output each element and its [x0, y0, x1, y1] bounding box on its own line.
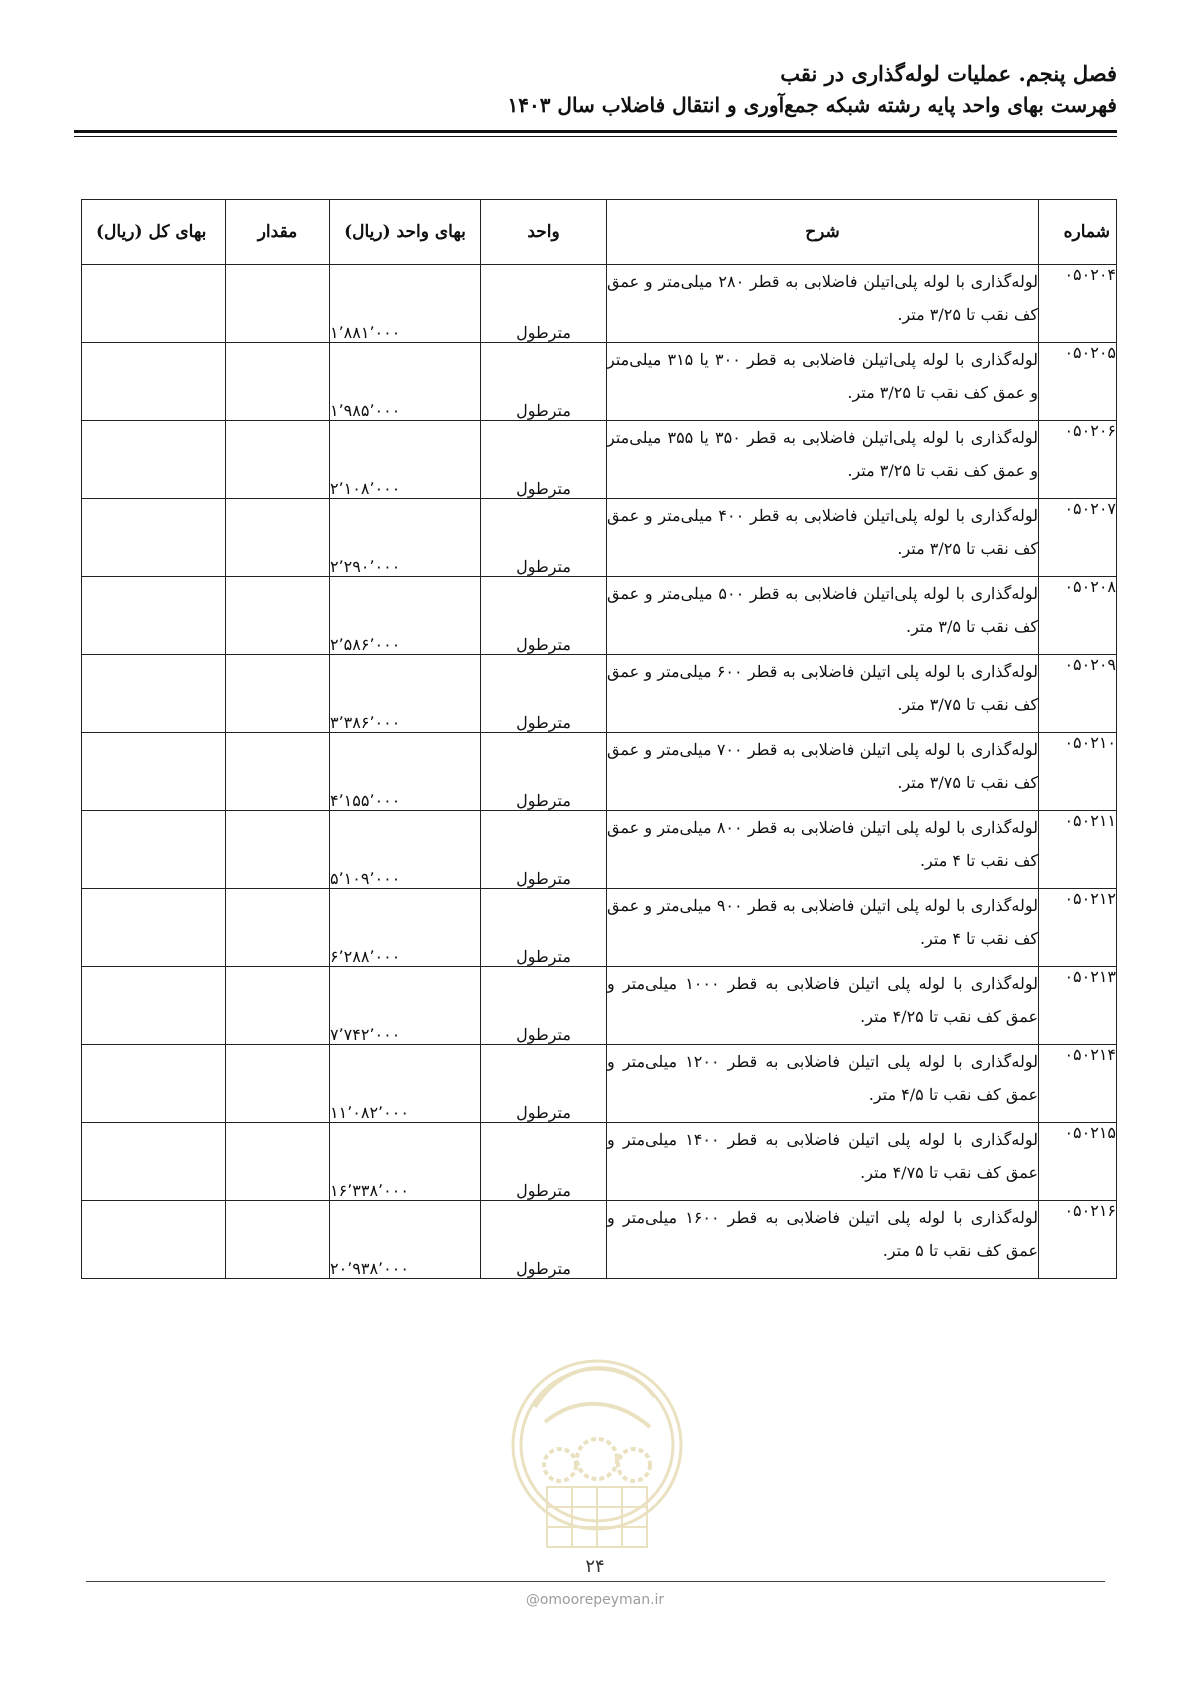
item-code: ۰۵۰۲۰۴	[1039, 265, 1117, 343]
item-description: لوله‌گذاری با لوله پلی اتیلن فاضلابی به قطر ۱۲۰۰ میلی‌متر و عمق کف نقب تا ۴/۵ متر.	[607, 1045, 1039, 1123]
item-code: ۰۵۰۲۱۰	[1039, 733, 1117, 811]
item-unit: مترطول	[481, 967, 607, 1045]
item-unit: مترطول	[481, 733, 607, 811]
item-total-price	[82, 655, 226, 733]
item-quantity	[226, 733, 330, 811]
header-total-price: بهای کل (ریال)	[82, 200, 226, 265]
item-unit-price: ۵٬۱۰۹٬۰۰۰	[330, 811, 481, 889]
item-unit: مترطول	[481, 811, 607, 889]
item-code: ۰۵۰۲۱۱	[1039, 811, 1117, 889]
page-header	[74, 58, 1117, 120]
gear-icon	[618, 1449, 650, 1481]
item-unit: مترطول	[481, 1045, 607, 1123]
item-total-price	[82, 1201, 226, 1279]
item-code: ۰۵۰۲۱۴	[1039, 1045, 1117, 1123]
item-description: لوله‌گذاری با لوله پلی اتیلن فاضلابی به قطر ۱۰۰۰ میلی‌متر و عمق کف نقب تا ۴/۲۵ متر.	[607, 967, 1039, 1045]
item-quantity	[226, 499, 330, 577]
item-quantity	[226, 577, 330, 655]
item-unit-price: ۲٬۲۹۰٬۰۰۰	[330, 499, 481, 577]
table-row	[82, 1045, 1117, 1123]
header-code: شماره	[1039, 200, 1117, 265]
item-description: لوله‌گذاری با لوله پلی اتیلن فاضلابی به قطر ۶۰۰ میلی‌متر و عمق کف نقب تا ۳/۷۵ متر.	[607, 655, 1039, 733]
item-code: ۰۵۰۲۰۹	[1039, 655, 1117, 733]
item-description: لوله‌گذاری با لوله پلی‌اتیلن فاضلابی به قطر ۳۰۰ یا ۳۱۵ میلی‌متر و عمق کف نقب تا ۳/۲۵ متر.	[607, 343, 1039, 421]
table-row	[82, 889, 1117, 967]
item-unit-price: ۱٬۹۸۵٬۰۰۰	[330, 343, 481, 421]
item-description: لوله‌گذاری با لوله پلی اتیلن فاضلابی به قطر ۱۴۰۰ میلی‌متر و عمق کف نقب تا ۴/۷۵ متر.	[607, 1123, 1039, 1201]
watermark-logo	[505, 1337, 690, 1587]
gear-icon	[544, 1449, 576, 1481]
price-list-title: فهرست بهای واحد پایه رشته شبکه جمع‌آوری و انتقال فاضلاب سال ۱۴۰۳	[507, 93, 1117, 117]
table-row	[82, 265, 1117, 343]
item-total-price	[82, 421, 226, 499]
item-unit-price: ۱٬۸۸۱٬۰۰۰	[330, 265, 481, 343]
item-quantity	[226, 343, 330, 421]
item-unit-price: ۱۶٬۳۳۸٬۰۰۰	[330, 1123, 481, 1201]
item-quantity	[226, 889, 330, 967]
item-code: ۰۵۰۲۱۶	[1039, 1201, 1117, 1279]
footer-website: @omoorepeyman.ir	[525, 1592, 665, 1608]
table-row	[82, 499, 1117, 577]
item-unit-price: ۳٬۳۸۶٬۰۰۰	[330, 655, 481, 733]
item-total-price	[82, 343, 226, 421]
table-row	[82, 421, 1117, 499]
item-unit: مترطول	[481, 1201, 607, 1279]
item-quantity	[226, 655, 330, 733]
item-total-price	[82, 733, 226, 811]
item-quantity	[226, 967, 330, 1045]
item-unit: مترطول	[481, 499, 607, 577]
table-header-row	[82, 200, 1117, 265]
item-unit: مترطول	[481, 577, 607, 655]
item-total-price	[82, 577, 226, 655]
table-row	[82, 733, 1117, 811]
item-quantity	[226, 1045, 330, 1123]
item-unit: مترطول	[481, 421, 607, 499]
header-divider-thin	[74, 136, 1117, 137]
header-quantity: مقدار	[226, 200, 330, 265]
gear-icon	[577, 1439, 617, 1479]
item-total-price	[82, 1123, 226, 1201]
table-row	[82, 577, 1117, 655]
footer-divider	[86, 1581, 1105, 1582]
table-row	[82, 811, 1117, 889]
table-row	[82, 967, 1117, 1045]
item-description: لوله‌گذاری با لوله پلی‌اتیلن فاضلابی به قطر ۵۰۰ میلی‌متر و عمق کف نقب تا ۳/۵ متر.	[607, 577, 1039, 655]
item-code: ۰۵۰۲۰۶	[1039, 421, 1117, 499]
item-description: لوله‌گذاری با لوله پلی‌اتیلن فاضلابی به قطر ۳۵۰ یا ۳۵۵ میلی‌متر و عمق کف نقب تا ۳/۲۵ متر.	[607, 421, 1039, 499]
signature-stroke	[535, 1368, 655, 1427]
item-unit: مترطول	[481, 655, 607, 733]
table-row	[82, 343, 1117, 421]
chapter-title: فصل پنجم. عملیات لوله‌گذاری در نقب	[780, 61, 1117, 86]
item-code: ۰۵۰۲۰۵	[1039, 343, 1117, 421]
item-unit: مترطول	[481, 1123, 607, 1201]
item-quantity	[226, 1123, 330, 1201]
item-code: ۰۵۰۲۱۳	[1039, 967, 1117, 1045]
item-total-price	[82, 265, 226, 343]
item-description: لوله‌گذاری با لوله پلی‌اتیلن فاضلابی به قطر ۴۰۰ میلی‌متر و عمق کف نقب تا ۳/۲۵ متر.	[607, 499, 1039, 577]
item-total-price	[82, 499, 226, 577]
item-total-price	[82, 811, 226, 889]
item-unit-price: ۲٬۵۸۶٬۰۰۰	[330, 577, 481, 655]
price-table	[81, 199, 1117, 1279]
item-code: ۰۵۰۲۰۷	[1039, 499, 1117, 577]
item-total-price	[82, 889, 226, 967]
item-total-price	[82, 967, 226, 1045]
item-unit-price: ۲۰٬۹۳۸٬۰۰۰	[330, 1201, 481, 1279]
table-body	[82, 265, 1117, 1279]
item-unit: مترطول	[481, 265, 607, 343]
item-unit-price: ۲٬۱۰۸٬۰۰۰	[330, 421, 481, 499]
header-unit: واحد	[481, 200, 607, 265]
header-description: شرح	[607, 200, 1039, 265]
table-row	[82, 1123, 1117, 1201]
item-code: ۰۵۰۲۱۵	[1039, 1123, 1117, 1201]
header-divider-thick	[74, 130, 1117, 133]
item-code: ۰۵۰۲۱۲	[1039, 889, 1117, 967]
item-description: لوله‌گذاری با لوله پلی اتیلن فاضلابی به قطر ۹۰۰ میلی‌متر و عمق کف نقب تا ۴ متر.	[607, 889, 1039, 967]
item-description: لوله‌گذاری با لوله پلی اتیلن فاضلابی به قطر ۱۶۰۰ میلی‌متر و عمق کف نقب تا ۵ متر.	[607, 1201, 1039, 1279]
item-unit-price: ۷٬۷۴۲٬۰۰۰	[330, 967, 481, 1045]
item-description: لوله‌گذاری با لوله پلی اتیلن فاضلابی به قطر ۷۰۰ میلی‌متر و عمق کف نقب تا ۳/۷۵ متر.	[607, 733, 1039, 811]
item-unit: مترطول	[481, 889, 607, 967]
table-row	[82, 655, 1117, 733]
item-quantity	[226, 265, 330, 343]
item-unit: مترطول	[481, 343, 607, 421]
item-quantity	[226, 811, 330, 889]
item-unit-price: ۱۱٬۰۸۲٬۰۰۰	[330, 1045, 481, 1123]
item-unit-price: ۴٬۱۵۵٬۰۰۰	[330, 733, 481, 811]
header-unit-price: بهای واحد (ریال)	[330, 200, 481, 265]
item-total-price	[82, 1045, 226, 1123]
table-row	[82, 1201, 1117, 1279]
item-unit-price: ۶٬۲۸۸٬۰۰۰	[330, 889, 481, 967]
item-quantity	[226, 421, 330, 499]
item-quantity	[226, 1201, 330, 1279]
item-description: لوله‌گذاری با لوله پلی‌اتیلن فاضلابی به قطر ۲۸۰ میلی‌متر و عمق کف نقب تا ۳/۲۵ متر.	[607, 265, 1039, 343]
item-description: لوله‌گذاری با لوله پلی اتیلن فاضلابی به قطر ۸۰۰ میلی‌متر و عمق کف نقب تا ۴ متر.	[607, 811, 1039, 889]
page-number: ۲۴	[585, 1556, 605, 1577]
item-code: ۰۵۰۲۰۸	[1039, 577, 1117, 655]
